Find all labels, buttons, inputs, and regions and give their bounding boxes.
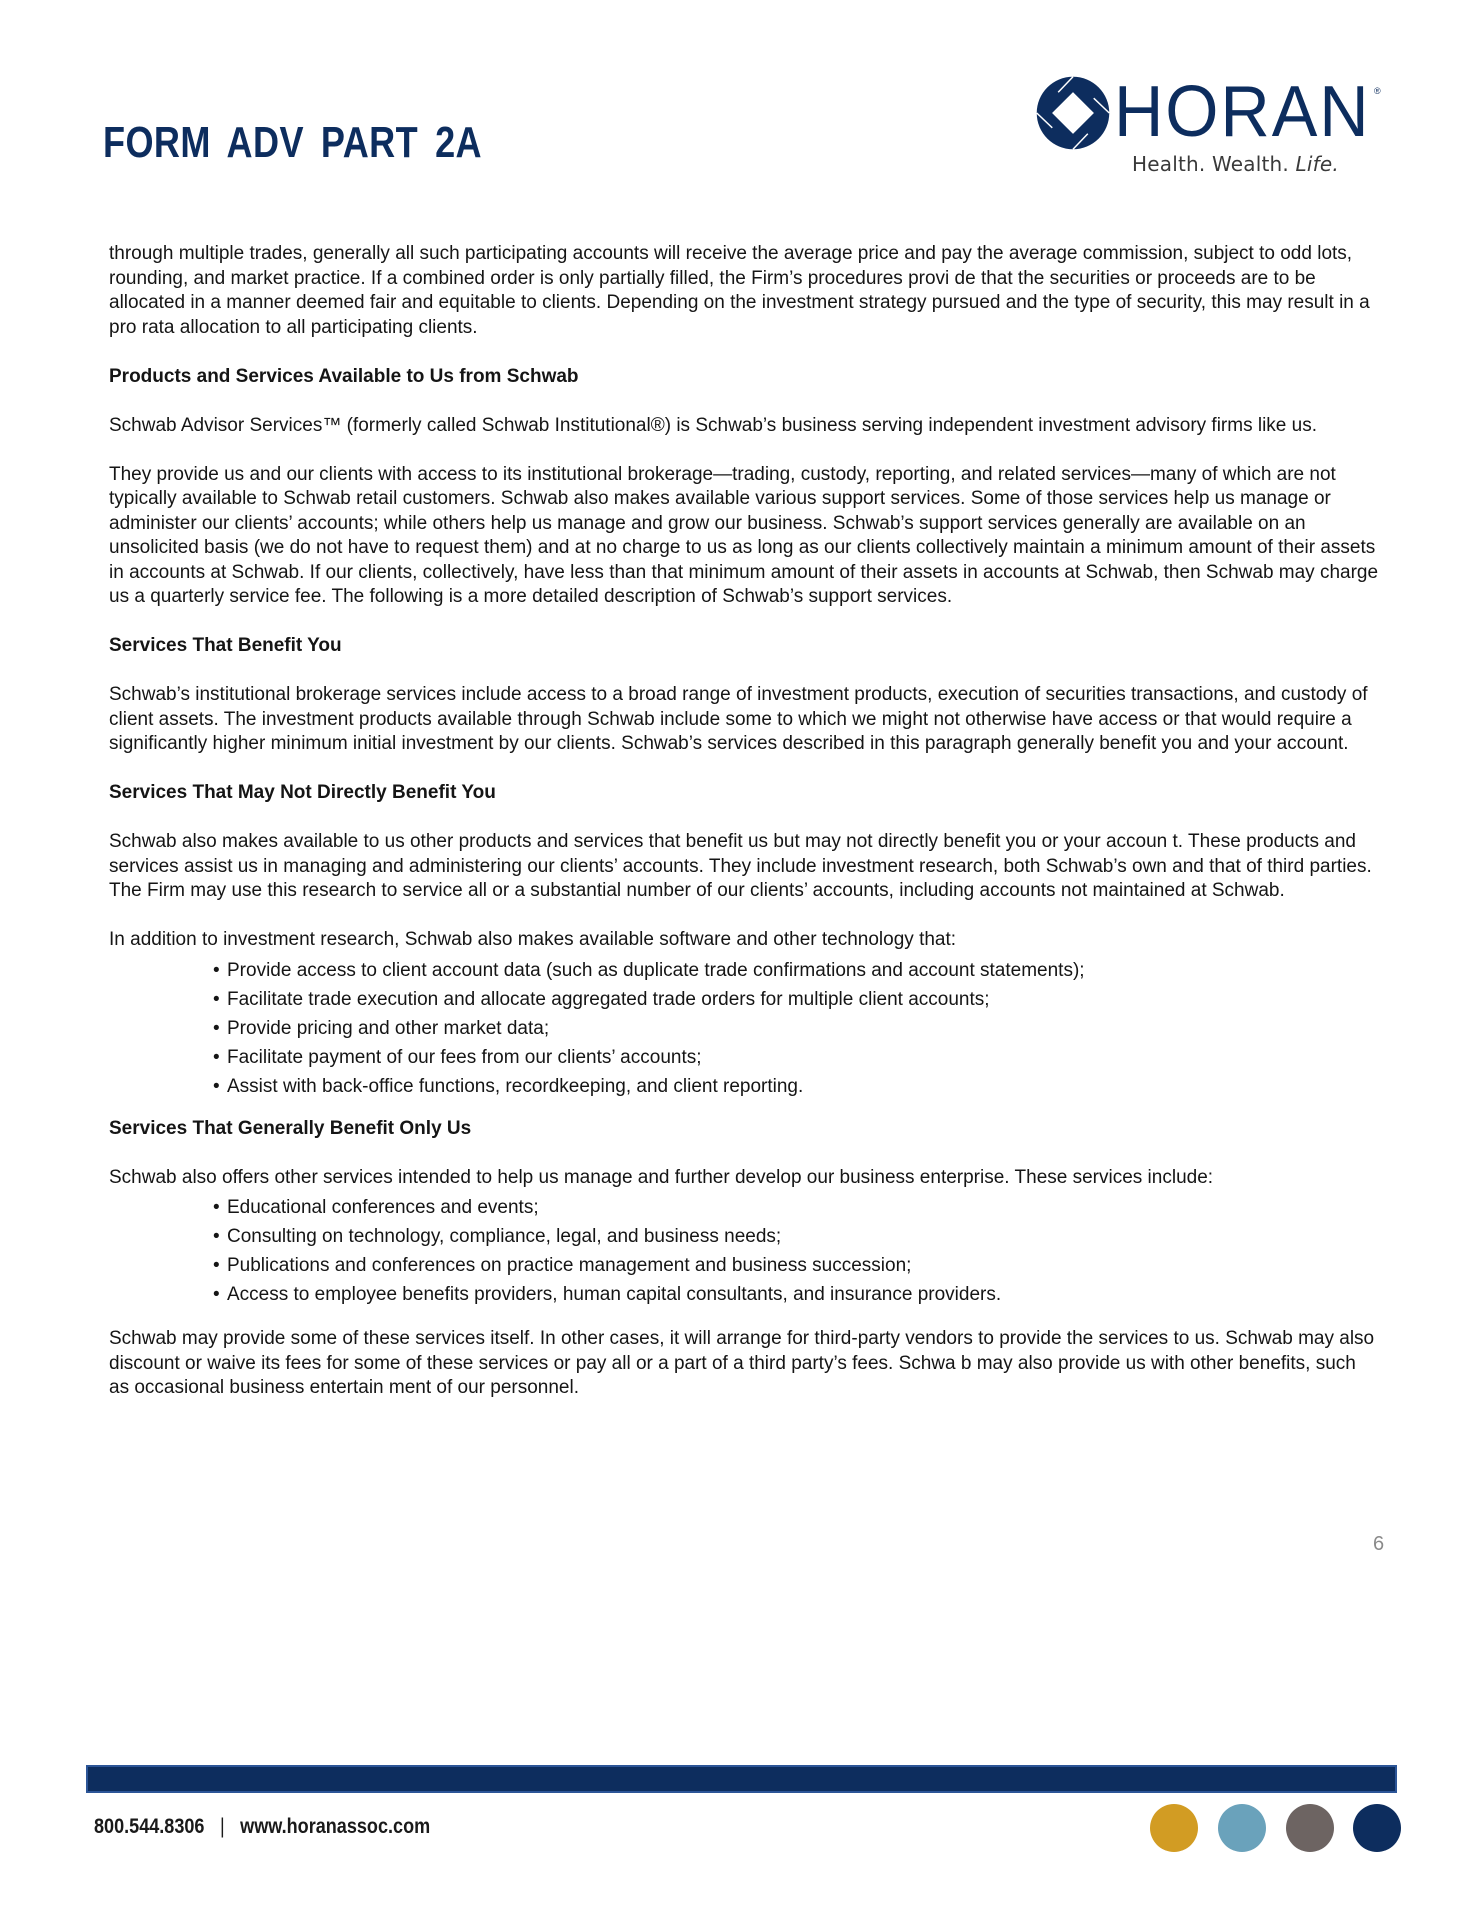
paragraph-benefit-only-us: Schwab also offers other services intended to help us manage and further develop our business enterprise. These services include: <box>109 1166 1214 1188</box>
horan-diamond-circle-icon <box>1036 76 1110 150</box>
footer-contact <box>94 1815 430 1839</box>
list-item: • Access to employee benefits providers, human capital consultants, and insurance providers. <box>213 1280 1381 1309</box>
registered-mark: ® <box>1374 86 1381 96</box>
horan-logo <box>1036 72 1386 182</box>
section-heading-not-directly-benefit: Services That May Not Directly Benefit You <box>109 782 496 803</box>
section-heading-products-services: Products and Services Available to Us from Schwab <box>109 365 579 387</box>
list-item: • Facilitate trade execution and allocate aggregated trade orders for multiple client accounts; <box>213 985 1381 1014</box>
section-heading-benefit-you: Services That Benefit You <box>109 635 342 656</box>
list-item: • Educational conferences and events; <box>213 1193 1381 1222</box>
footer-bar <box>86 1765 1397 1793</box>
logo-wordmark: HORAN <box>1114 72 1371 152</box>
form-title: FORM ADV PART 2A <box>103 118 483 167</box>
business-services-bullet-list <box>109 1193 1381 1309</box>
navy-dot-icon <box>1353 1804 1401 1852</box>
page-number: 6 <box>1373 1533 1385 1555</box>
technology-bullet-list <box>109 956 1381 1101</box>
list-item: • Publications and conferences on practice management and business succession; <box>213 1251 1381 1280</box>
paragraph-institutional-brokerage: They provide us and our clients with access to its institutional brokerage—trading, custody, reporting, and related services—many of which are not typically available to Schwab retail customers. Schwab also makes available various support services. Some of those services help us manage or administer our clients’ accounts; while others help us manage and grow our business. Schwab’s support services generally are available on an unsolicited basis (we do not have to request them) and at no charge to us as long as our clients collectively maintain a minimum amount of their assets in accounts at Schwab. If our clients, collectively, have less than that minimum amount of their assets in accounts at Schwab, then Schwab may charge us a quarterly service fee. The following is a more detailed description of Schwab’s support services. <box>109 463 1379 607</box>
list-item: • Facilitate payment of our fees from our clients’ accounts; <box>213 1043 1381 1072</box>
footer-separator: | <box>219 1815 225 1838</box>
tagline-life: Life. <box>1295 152 1339 176</box>
light-blue-dot-icon <box>1218 1804 1266 1852</box>
paragraph-benefit-you: Schwab’s institutional brokerage services include access to a broad range of investment products, execution of securities transactions, and custody of client assets. The investment products available through Schwab include some to which we might not otherwise have access or that would require a significantly higher minimum initial investment by our clients. Schwab’s services described in this paragraph generally benefit you and your account. <box>109 684 1368 754</box>
paragraph-software-technology: In addition to investment research, Schwab also makes available software and other technology that: <box>109 929 957 950</box>
gold-dot-icon <box>1150 1804 1198 1852</box>
gray-dot-icon <box>1286 1804 1334 1852</box>
logo-tagline <box>1132 152 1339 176</box>
document-body <box>109 242 1381 1401</box>
section-heading-benefit-only-us: Services That Generally Benefit Only Us <box>109 1117 472 1139</box>
footer-website-link[interactable]: www.horanassoc.com <box>240 1815 431 1838</box>
list-item: • Provide access to client account data (such as duplicate trade confirmations and account statements); <box>213 956 1381 985</box>
list-item: • Consulting on technology, compliance, legal, and business needs; <box>213 1222 1381 1251</box>
intro-paragraph: through multiple trades, generally all such participating accounts will receive the average price and pay the average commission, subject to odd lots, rounding, and market practice. If a combined order is only partially filled, the Firm’s procedures provi de that the securities or proceeds are to be allocated in a manner deemed fair and equitable to clients. Depending on the investment strategy pursued and the type of security, this may result in a pro rata allocation to all participating clients. <box>109 243 1370 338</box>
footer-phone: 800.544.8306 <box>94 1815 205 1838</box>
list-item: • Provide pricing and other market data; <box>213 1014 1381 1043</box>
tagline-text: Health. Wealth. <box>1132 152 1296 176</box>
paragraph-not-directly-benefit: Schwab also makes available to us other products and services that benefit us but may not directly benefit you or your accoun t. These products and services assist us in managing and administering our clients’ accounts. They include investment research, both Schwab’s own and that of third parties. The Firm may use this research to service all or a substantial number of our clients’ accounts, including accounts not maintained at Schwab. <box>109 831 1372 901</box>
paragraph-closing: Schwab may provide some of these services itself. In other cases, it will arrange for third-party vendors to provide the services to us. Schwab may also discount or waive its fees for some of these services or pay all or a part of a third party’s fees. Schwa b may also provide us with other benefits, such as occasional business entertain ment of our personnel. <box>109 1328 1375 1398</box>
list-item: • Assist with back-office functions, recordkeeping, and client reporting. <box>213 1072 1381 1101</box>
paragraph-advisor-services: Schwab Advisor Services™ (formerly called Schwab Institutional®) is Schwab’s business serving independent investment advisory firms like us. <box>109 414 1318 436</box>
